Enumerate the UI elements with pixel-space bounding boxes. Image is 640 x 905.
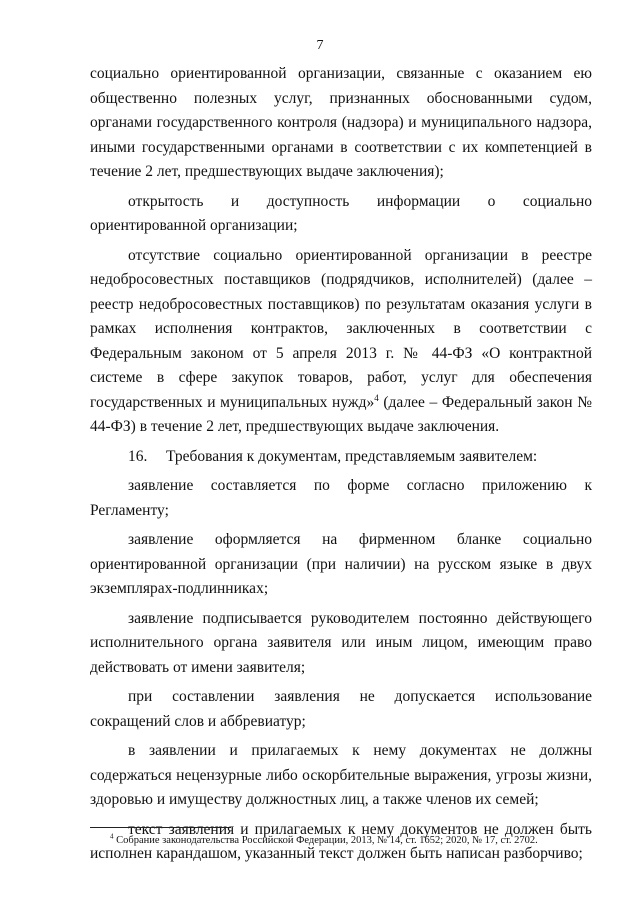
paragraph-registry [90,244,592,440]
footnote-reference: 4 [374,392,379,403]
requirement-letterhead: заявление оформляется на фирменном бланке социально ориентированной организации (при наличии) на русском языке в двух экземплярах-подлинниках; [90,531,592,597]
requirement-legibility: текст заявления и прилагаемых к нему документов не должен быть исполнен карандашом, указанный текст должен быть написан разборчиво; [90,820,592,862]
section-16-heading [90,445,592,470]
footnote-text: Собрание законодательства Российской Федерации, 2013, № 14, ст. 1652; 2020, № 17, ст. 2702. [116,835,538,846]
paragraph-continuation: социально ориентированной организации, связанные с оказанием ею общественно полезных услуг, признанных обоснованными судом, органами государственного контроля (надзора) и муниципального надзора, иными государственными органами в соответствии с их компетенцией в течение 2 лет, предшествующих выдаче заключения); [90,65,592,180]
section-title: Требования к документам, представляемым заявителем: [166,447,538,465]
requirement-no-abbreviations: при составлении заявления не допускается использование сокращений слов и аббревиатур; [90,688,592,730]
page-number: 7 [316,38,324,53]
paragraph-registry-tail: (далее – Федеральный закон № 44-ФЗ) в течение 2 лет, предшествующих выдаче заключения. [90,393,592,435]
footnote-marker: 4 [110,832,114,841]
footnote-divider [90,827,231,828]
footnote [110,834,600,847]
requirement-no-offensive-language: в заявлении и прилагаемых к нему документах не должны содержаться нецензурные либо оскорбительные выражения, угрозы жизни, здоровью и имуществу должностных лиц, а также членов их семей; [90,742,592,808]
paragraph-registry-text: отсутствие социально ориентированной организации в реестре недобросовестных поставщиков (подрядчиков, исполнителей) (далее – реестр недобросовестных поставщиков) по результатам оказания услуги в рамках исполнения контрактов, заключенных в соответствии с Федеральным законом от 5 апреля 2013 г. № 44-ФЗ «О контрактной системе в сфере закупок товаров, работ, услуг для обеспечения государственных и муниципальных нужд» [90,246,592,411]
section-number: 16. [128,447,148,465]
paragraph-openness: открытость и доступность информации о социально ориентированной организации; [90,192,592,234]
requirement-form: заявление составляется по форме согласно приложению к Регламенту; [90,477,592,519]
requirement-signature: заявление подписывается руководителем постоянно действующего исполнительного органа заявителя или иным лицом, имеющим право действовать от имени заявителя; [90,609,592,676]
document-body [90,62,592,872]
